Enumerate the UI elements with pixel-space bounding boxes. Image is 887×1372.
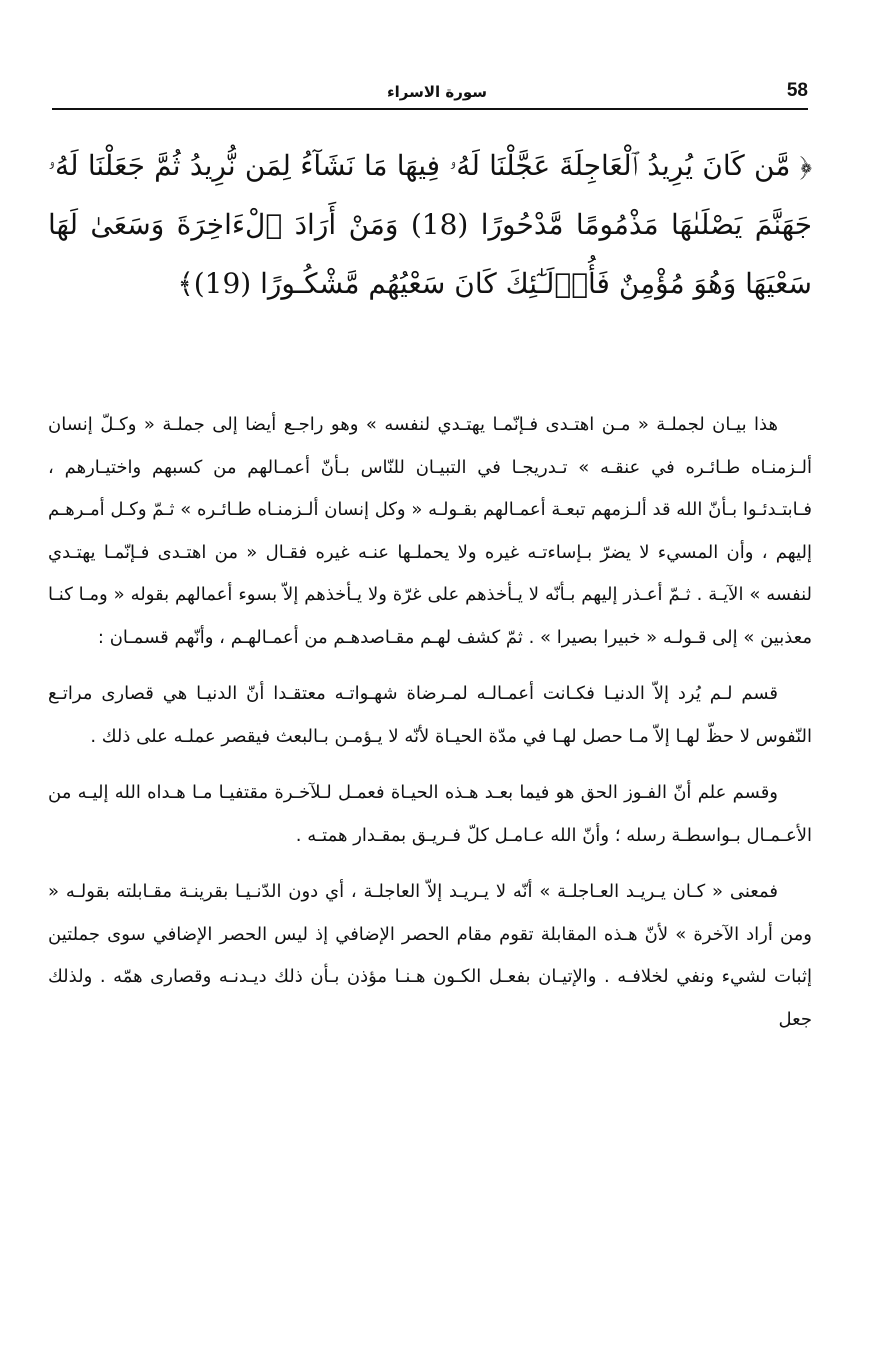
surah-name: سورة الاسراء xyxy=(386,83,488,101)
quran-verse: ﴿ مَّن كَانَ يُرِيدُ ٱلْعَاجِلَةَ عَجَّلْنَا لَهُۥ فِيهَا مَا نَشَآءُ لِمَن نُّرِيدُ ثُمَّ جَعَلْنَا لَهُۥ جَهَنَّمَ يَصْلَىٰهَا مَذْمُومًا مَّدْحُورًا (18) وَمَنْ أَرَادَ ٱلْءَاخِرَةَ وَسَعَىٰ لَهَا سَعْيَهَا وَهُوَ مُؤْمِنٌ فَأُو۟لَـٰٓئِكَ كَانَ سَعْيُهُم مَّشْكُـورًا (19)﴾ xyxy=(48,149,812,300)
commentary-paragraph: هذا بيـان لجملـة « مـن اهتـدى فـإنّمـا يهتـدي لنفسه » وهو راجـع أيضا إلى جملـة « وكـلّ إنسان ألـزمنـاه طـائـره في عنقـه » تـدريجـا في التبيـان للنّاس بـأنّ أعمـالهم من كسبهم واختيـارهم ، فـابتـدئـوا بـأنّ الله قد ألـزمهم تبعـة أعمـالهم بقـولـه « وكل إنسان ألـزمنـاه طـائـره » ثـمّ وكـل أمـرهـم إليهم ، وأن المسيء لا يضرّ بـإساءتـه غيره ولا يحملـها عنـه غيره فقـال « من اهتـدى فـإنّمـا يهتـدي لنفسه » الآيـة . ثـمّ أعـذر إليهم بـأنّه لا يـأخذهم على غرّة ولا يـأخذهم إلاّ بسوء أعمالهم بقوله « ومـا كنـا معذبين » إلى قـولـه « خبيرا بصيرا » . ثمّ كشف لهـم مقـاصدهـم من أعمـالهـم ، وأنّهم قسمـان : xyxy=(48,414,812,648)
header-divider xyxy=(52,108,808,110)
commentary-paragraph: قسم لـم يُرد إلاّ الدنيـا فكـانت أعمـالـه لمـرضاة شهـواتـه معتقـدا أنّ الدنيـا هي قصارى مراتـع النّفوس لا حظّ لهـا إلاّ مـا حصل لهـا في مدّة الحيـاة لأنّه لا يـؤمـن بـالبعث فيقصر عملـه على ذلك . xyxy=(48,683,812,747)
commentary-paragraph: فمعنى « كـان يـريـد العـاجلـة » أنّه لا يـريـد إلاّ العاجلـة ، أي دون الدّنـيـا بقرينـة مقـابلته بقولـه « ومن أراد الآخرة » لأنّ هـذه المقابلة تقوم مقام الحصر الإضافي إذ ليس الحصر الإضافي سوى جملتين إثبات لشيء ونفي لخلافـه . والإتيـان بفعـل الكـون هـنـا مؤذن بـأن ذلك ديـدنـه وقصارى همّه . ولذلك جعل xyxy=(48,881,812,1030)
page-header xyxy=(52,78,808,108)
commentary-paragraph: وقسم علم أنّ الفـوز الحق هو فيما بعـد هـذه الحيـاة فعمـل لـلآخـرة مقتفيـا مـا هـداه الله إليـه من الأعـمـال بـواسطـة رسله ؛ وأنّ الله عـامـل كلّ فـريـق بمقـدار همتـه . xyxy=(48,782,812,846)
page-number: 58 xyxy=(786,80,808,101)
commentary-text xyxy=(48,404,812,1055)
